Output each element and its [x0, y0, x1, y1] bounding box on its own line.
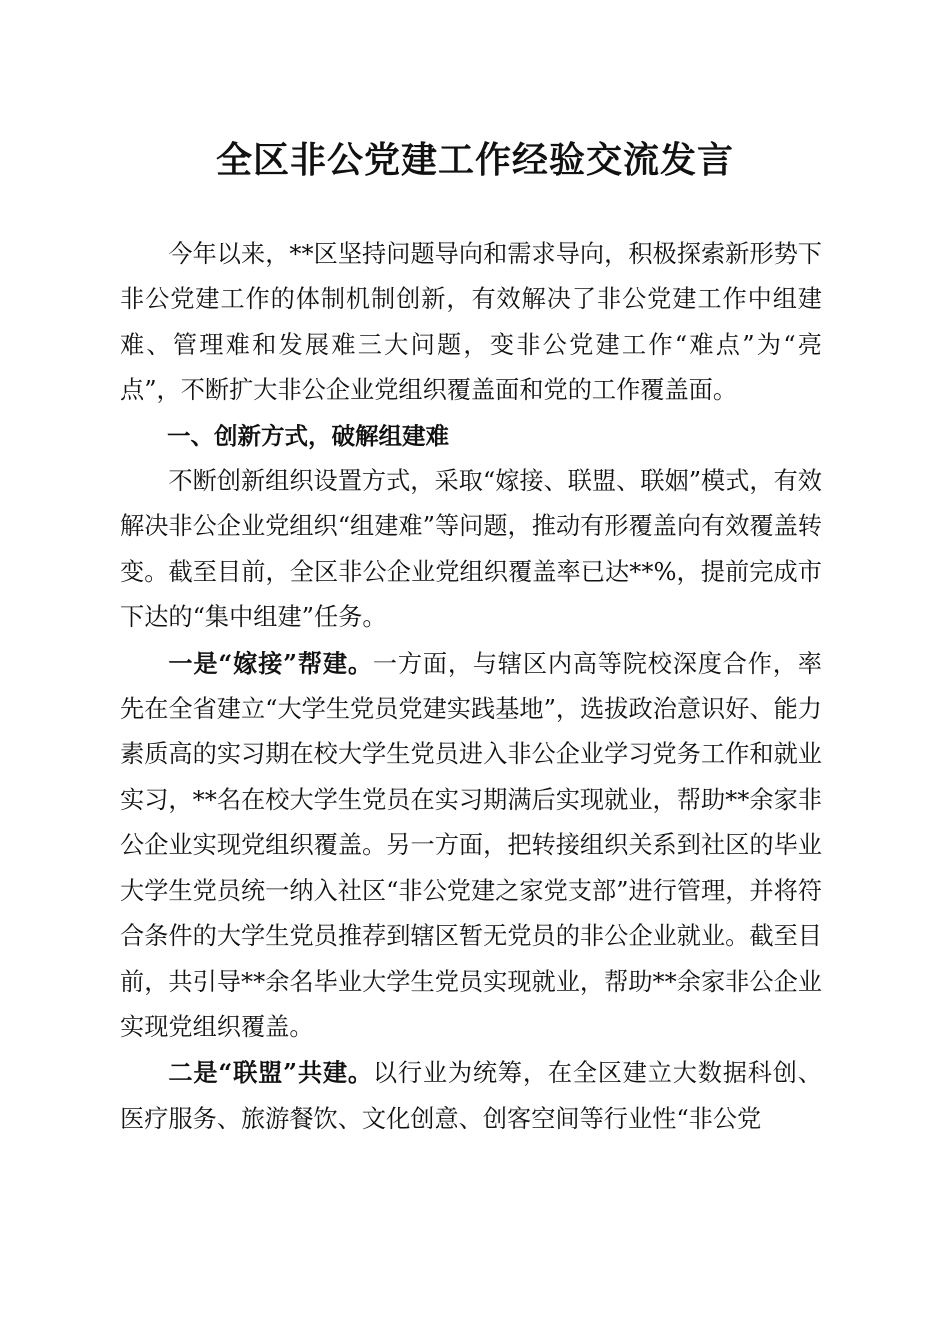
document-title: 全区非公党建工作经验交流发言: [215, 139, 734, 181]
section-heading: 一、创新方式，破解组建难: [167, 421, 449, 450]
item-lead-grafting: 一是“嫁接”帮建。: [168, 648, 373, 678]
document-body: [120, 232, 822, 1142]
item-lead-alliance: 二是“联盟”共建。: [168, 1058, 373, 1088]
item-text-grafting: 一方面，与辖区内高等院校深度合作，率先在全省建立“大学生党员党建实践基地”，选拔政治意识好、能力素质高的实习期在校大学生党员进入非公企业学习党务工作和就业实习，**名在校大学生党员在实习期满后实现就业，帮助**余家非公企业实现党组织覆盖。另一方面，把转接组织关系到社区的毕业大学生党员统一纳入社区“非公党建之家党支部”进行管理，并将符合条件的大学生党员推荐到辖区暂无党员的非公企业就业。截至目前，共引导**余名毕业大学生党员实现就业，帮助**余家非公企业实现党组织覆盖。: [120, 649, 822, 1041]
section-summary-paragraph: 不断创新组织设置方式，采取“嫁接、联盟、联姻”模式，有效解决非公企业党组织“组建难”等问题，推动有形覆盖向有效覆盖转变。截至目前，全区非公企业党组织覆盖率已达**%，提前完成市下达的“集中组建”任务。: [120, 467, 822, 632]
intro-paragraph: 今年以来，**区坚持问题导向和需求导向，积极探索新形势下非公党建工作的体制机制创新，有效解决了非公党建工作中组建难、管理难和发展难三大问题，变非公党建工作“难点”为“亮点”，不断扩大非公企业党组织覆盖面和党的工作覆盖面。: [120, 240, 822, 405]
item-text-alliance: 以行业为统筹，在全区建立大数据科创、医疗服务、旅游餐饮、文化创意、创客空间等行业性“非公党: [120, 1059, 822, 1133]
item-paragraph-grafting: [120, 641, 822, 1051]
item-paragraph-alliance: [120, 1050, 822, 1142]
